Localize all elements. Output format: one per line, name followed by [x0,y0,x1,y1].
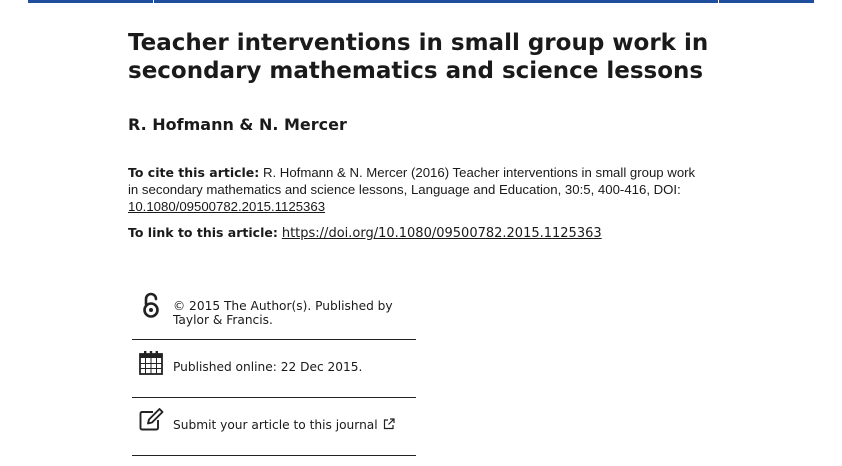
citation-label: To cite this article: [128,165,260,180]
top-rule [28,0,814,3]
top-rule-divider [153,0,154,3]
edit-icon [138,406,164,434]
copyright-text: © 2015 The Author(s). Published by Taylor & Francis. [173,299,393,327]
article-info-panel [132,282,416,456]
top-rule-divider [718,0,719,3]
citation-block [128,164,703,215]
citation-doi-link[interactable]: 10.1080/09500782.2015.1125363 [128,199,326,214]
article-title: Teacher interventions in small group work in secondary mathematics and science lessons [128,30,709,84]
info-row-submit[interactable] [132,398,416,456]
external-link-icon [383,418,395,433]
published-date-text: Published online: 22 Dec 2015. [173,360,363,374]
article-link-label: To link to this article: [128,225,278,240]
article-doi-link[interactable]: https://doi.org/10.1080/09500782.2015.1125363 [281,226,602,241]
open-access-icon [138,292,164,320]
submit-article-link[interactable]: Submit your article to this journal [173,418,378,432]
article-authors: R. Hofmann & N. Mercer [128,115,347,134]
citation-text: R. Hofmann & N. Mercer (2016) Teacher interventions in small group work in secondary mathematics and science lessons, Language and Education, 30:5, 400-416, DOI: [128,165,696,197]
info-row-copyright [132,282,416,340]
info-row-published [132,340,416,398]
calendar-icon [138,349,164,377]
article-link-block [128,224,602,242]
